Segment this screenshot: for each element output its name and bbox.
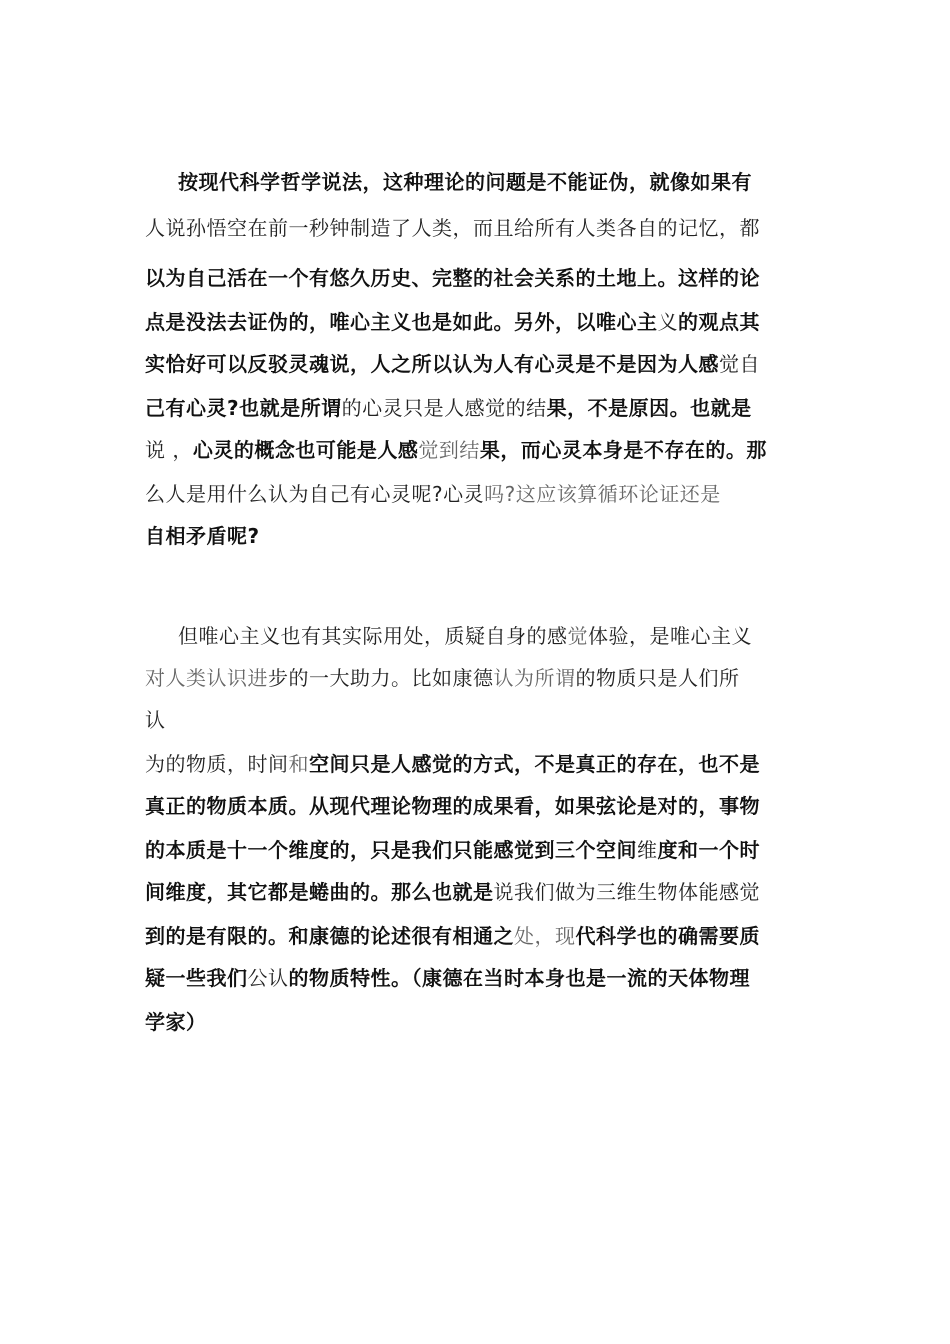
text-span: 吗?这应该算循环论证还是 [484,482,721,506]
text-span: 以为自己活在一个有悠久历史、完整的社会关系的土地上。这样的论 [145,266,760,290]
text-span: 说我们做为三维生物体能感觉 [493,880,760,904]
text-span: 代科学也的确需要质 [575,924,760,948]
text-span: 为的物质，时间 [145,752,289,776]
text-span: 体验，是唯心主义 [588,624,752,648]
paragraph-2-line-6 [145,836,805,864]
text-span: 么人是用什么认为自己有心灵呢?心灵 [145,482,485,506]
paragraph-1-line-9 [145,522,805,550]
text-span: 认 [145,708,166,732]
text-span: 按现代科学哲学说法，这种理论的问题是不能证伪，就像如果有 [178,170,752,194]
paragraph-1-line-2 [145,214,805,242]
paragraph-2-line-2 [145,664,805,692]
paragraph-2-line-5 [145,792,805,820]
text-span: 间维度，其它都是蜷曲的。那么也就是 [145,880,494,904]
text-span: 但唯心主义也有其实际用处，质疑自身的感 [178,624,568,648]
text-span: 步的一大助力。比如康德 [268,666,494,690]
text-span: 论物理的成果看，如果弦论是对的，事物 [391,794,760,818]
text-span: 真正的物质本质。从现代理 [145,794,391,818]
paragraph-1-line-8 [145,480,805,508]
text-span: 人说孙悟空在前一秒钟制造了人类，而且给所有人类各自的记忆，都 [145,216,760,240]
text-span: 义 [657,310,678,334]
paragraph-2-line-7 [145,878,805,906]
paragraph-1-line-5 [145,350,805,378]
text-span: 处，现 [514,924,576,948]
text-span: 的观点其 [678,310,760,334]
text-span: 心灵的概念也可能是人感 [192,438,419,462]
text-span: 度和一个时 [657,838,760,862]
text-span: 觉到结 [418,438,480,462]
paragraph-2-line-9 [145,964,805,992]
text-span: 的物质只是人们所 [575,666,740,690]
paragraph-2-line-1 [178,622,805,650]
paragraph-2-line-8 [145,922,805,950]
text-span: 到的是有限的。和康德的论述很有相通之 [145,924,514,948]
paragraph-1-line-1 [178,168,805,196]
paragraph-2-line-3 [145,706,805,734]
text-span: 果，不是原因。也就是 [546,396,752,420]
paragraph-1-line-7 [145,436,805,464]
text-span: 学家） [145,1010,207,1034]
text-span: 己有心灵?也就是所谓 [145,396,342,420]
text-span: 的物质特性。（康德在当时本身也是一流的天体物理 [288,966,750,990]
text-span: 和 [288,752,309,776]
paragraph-2-line-4 [145,750,805,778]
text-span: 对人类认识进 [145,666,268,690]
text-span: 说 ， [145,438,193,462]
text-span: 认为所谓 [493,666,576,690]
text-span: 觉 [567,624,588,648]
text-span: 觉自 [719,352,760,376]
text-span: 空间只是人感觉的方式，不是真正的存在，也不是 [309,752,760,776]
text-span: 的本质是十一个维度的，只是我们只能感觉到三个空间 [145,838,637,862]
paragraph-1-line-4 [145,308,805,336]
text-span: 自相矛盾呢? [145,524,260,548]
text-span: 果，而心灵本身是不存在的。那 [479,438,767,462]
paragraph-1-line-6 [145,394,805,422]
text-span: 点是没法去证伪的，唯心主义也是如此。另外，以唯心主 [145,310,658,334]
text-span: 公认 [247,966,289,990]
text-span: 维 [637,838,658,862]
text-span: 的心灵只是人感觉的结 [341,396,547,420]
paragraph-1-line-3 [145,264,805,292]
text-span: 实恰好可以反驳灵魂说，人之所以认为人有心灵是不是因为人感 [145,352,719,376]
text-span: 疑一些我们 [145,966,248,990]
paragraph-2-line-10 [145,1008,805,1036]
